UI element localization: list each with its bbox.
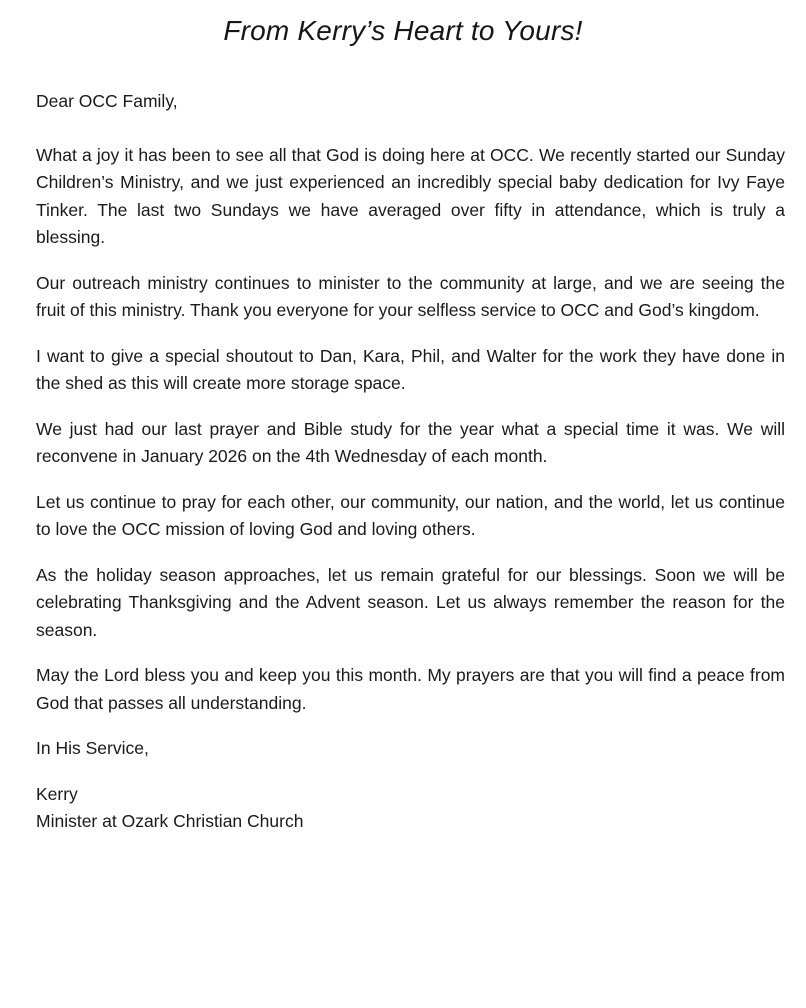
paragraph-outreach: Our outreach ministry continues to minister to the community at large, and we are seeing the fruit of this ministry. Thank you everyone for your selfless service to OCC and God’s kingdom. xyxy=(36,272,785,320)
signature-role: Minister at Ozark Christian Church xyxy=(36,811,304,831)
paragraph-holiday-season: As the holiday season approaches, let us remain grateful for our blessings. Soon we will be celebrating Thanksgiving and the Advent season. Let us always remember the reason for the season. xyxy=(36,564,785,640)
paragraph-blessing: May the Lord bless you and keep you this month. My prayers are that you will find a peace from God that passes all understanding. xyxy=(36,665,785,713)
paragraph-shoutout: I want to give a special shoutout to Dan, Kara, Phil, and Walter for the work they have done in the shed as this will create more storage space. xyxy=(36,345,785,393)
closing: In His Service, xyxy=(36,738,149,758)
signature-name: Kerry xyxy=(36,783,78,804)
salutation: Dear OCC Family, xyxy=(36,91,178,111)
letter-title: From Kerry’s Heart to Yours! xyxy=(223,15,583,46)
paragraph-prayer: Let us continue to pray for each other, our community, our nation, and the world, let us continue to love the OCC mission of loving God and loving others. xyxy=(36,491,785,539)
paragraph-ministry-update: What a joy it has been to see all that God is doing here at OCC. We recently started our Sunday Children’s Ministry, and we just experienced an incredibly special baby dedication for Ivy Faye Tinker. The last two Sundays we have averaged over fifty in attendance, which is truly a blessing. xyxy=(36,144,785,247)
letter-body xyxy=(0,88,806,836)
paragraph-bible-study: We just had our last prayer and Bible study for the year what a special time it was. We will reconvene in January 2026 on the 4th Wednesday of each month. xyxy=(36,418,785,466)
signature-block xyxy=(36,781,785,836)
